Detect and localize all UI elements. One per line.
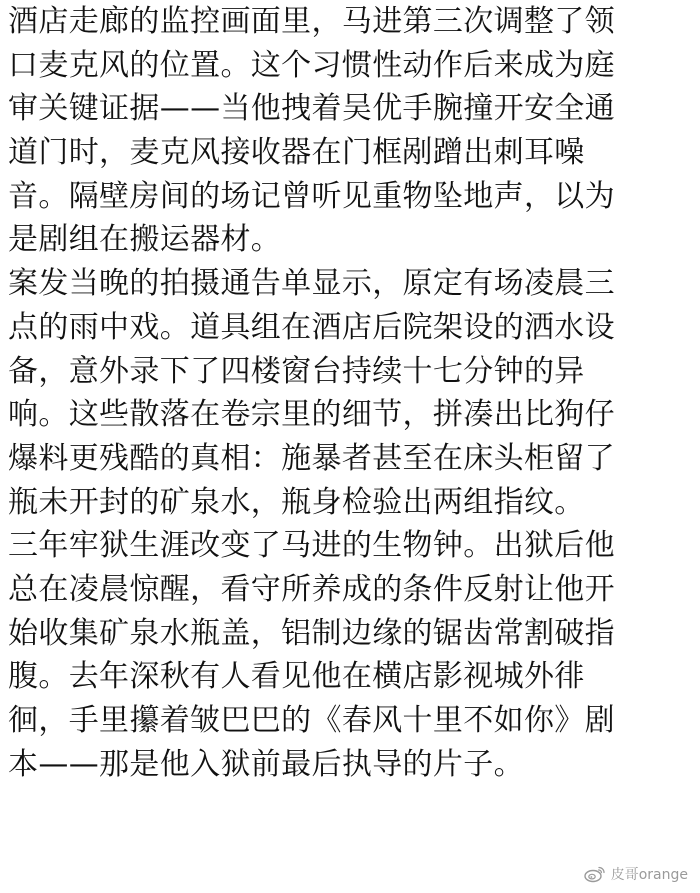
text-line: 案发当晚的拍摄通告单显示，原定有场凌晨三 xyxy=(8,266,615,302)
watermark-author: 皮哥orange xyxy=(610,867,688,883)
text-line: 爆料更残酷的真相：施暴者甚至在床头柜留了 xyxy=(8,440,615,476)
paragraph-3 xyxy=(8,524,694,786)
weibo-logo-icon xyxy=(584,865,606,883)
text-line: 总在凌晨惊醒，看守所养成的条件反射让他开 xyxy=(8,571,615,607)
text-line: 本——那是他入狱前最后执导的片子。 xyxy=(8,746,524,782)
text-line: 瓶未开封的矿泉水，瓶身检验出两组指纹。 xyxy=(8,484,585,520)
text-line: 口麦克风的位置。这个习惯性动作后来成为庭 xyxy=(8,47,615,83)
text-line: 腹。去年深秋有人看见他在横店影视城外徘 xyxy=(8,659,585,695)
text-line: 审关键证据——当他拽着吴优手腕撞开安全通 xyxy=(8,91,615,127)
text-line: 三年牢狱生涯改变了马进的生物钟。出狱后他 xyxy=(8,528,615,564)
text-line: 酒店走廊的监控画面里，马进第三次调整了领 xyxy=(8,4,615,39)
text-line: 响。这些散落在卷宗里的细节，拼凑出比狗仔 xyxy=(8,397,615,433)
text-line: 徊，手里攥着皱巴巴的《春风十里不如你》剧 xyxy=(8,703,615,738)
text-line: 点的雨中戏。道具组在酒店后院架设的洒水设 xyxy=(8,309,615,345)
text-line: 备，意外录下了四楼窗台持续十七分钟的异 xyxy=(8,353,585,389)
text-line: 道门时，麦克风接收器在门框剐蹭出刺耳噪 xyxy=(8,135,585,171)
text-line: 始收集矿泉水瓶盖，铝制边缘的锯齿常割破指 xyxy=(8,615,615,651)
paragraph-1 xyxy=(8,0,694,262)
paragraph-2 xyxy=(8,262,694,524)
weibo-watermark xyxy=(584,862,688,886)
text-line: 是剧组在搬运器材。 xyxy=(8,222,282,258)
text-line: 音。隔壁房间的场记曾听见重物坠地声，以为 xyxy=(8,178,615,214)
